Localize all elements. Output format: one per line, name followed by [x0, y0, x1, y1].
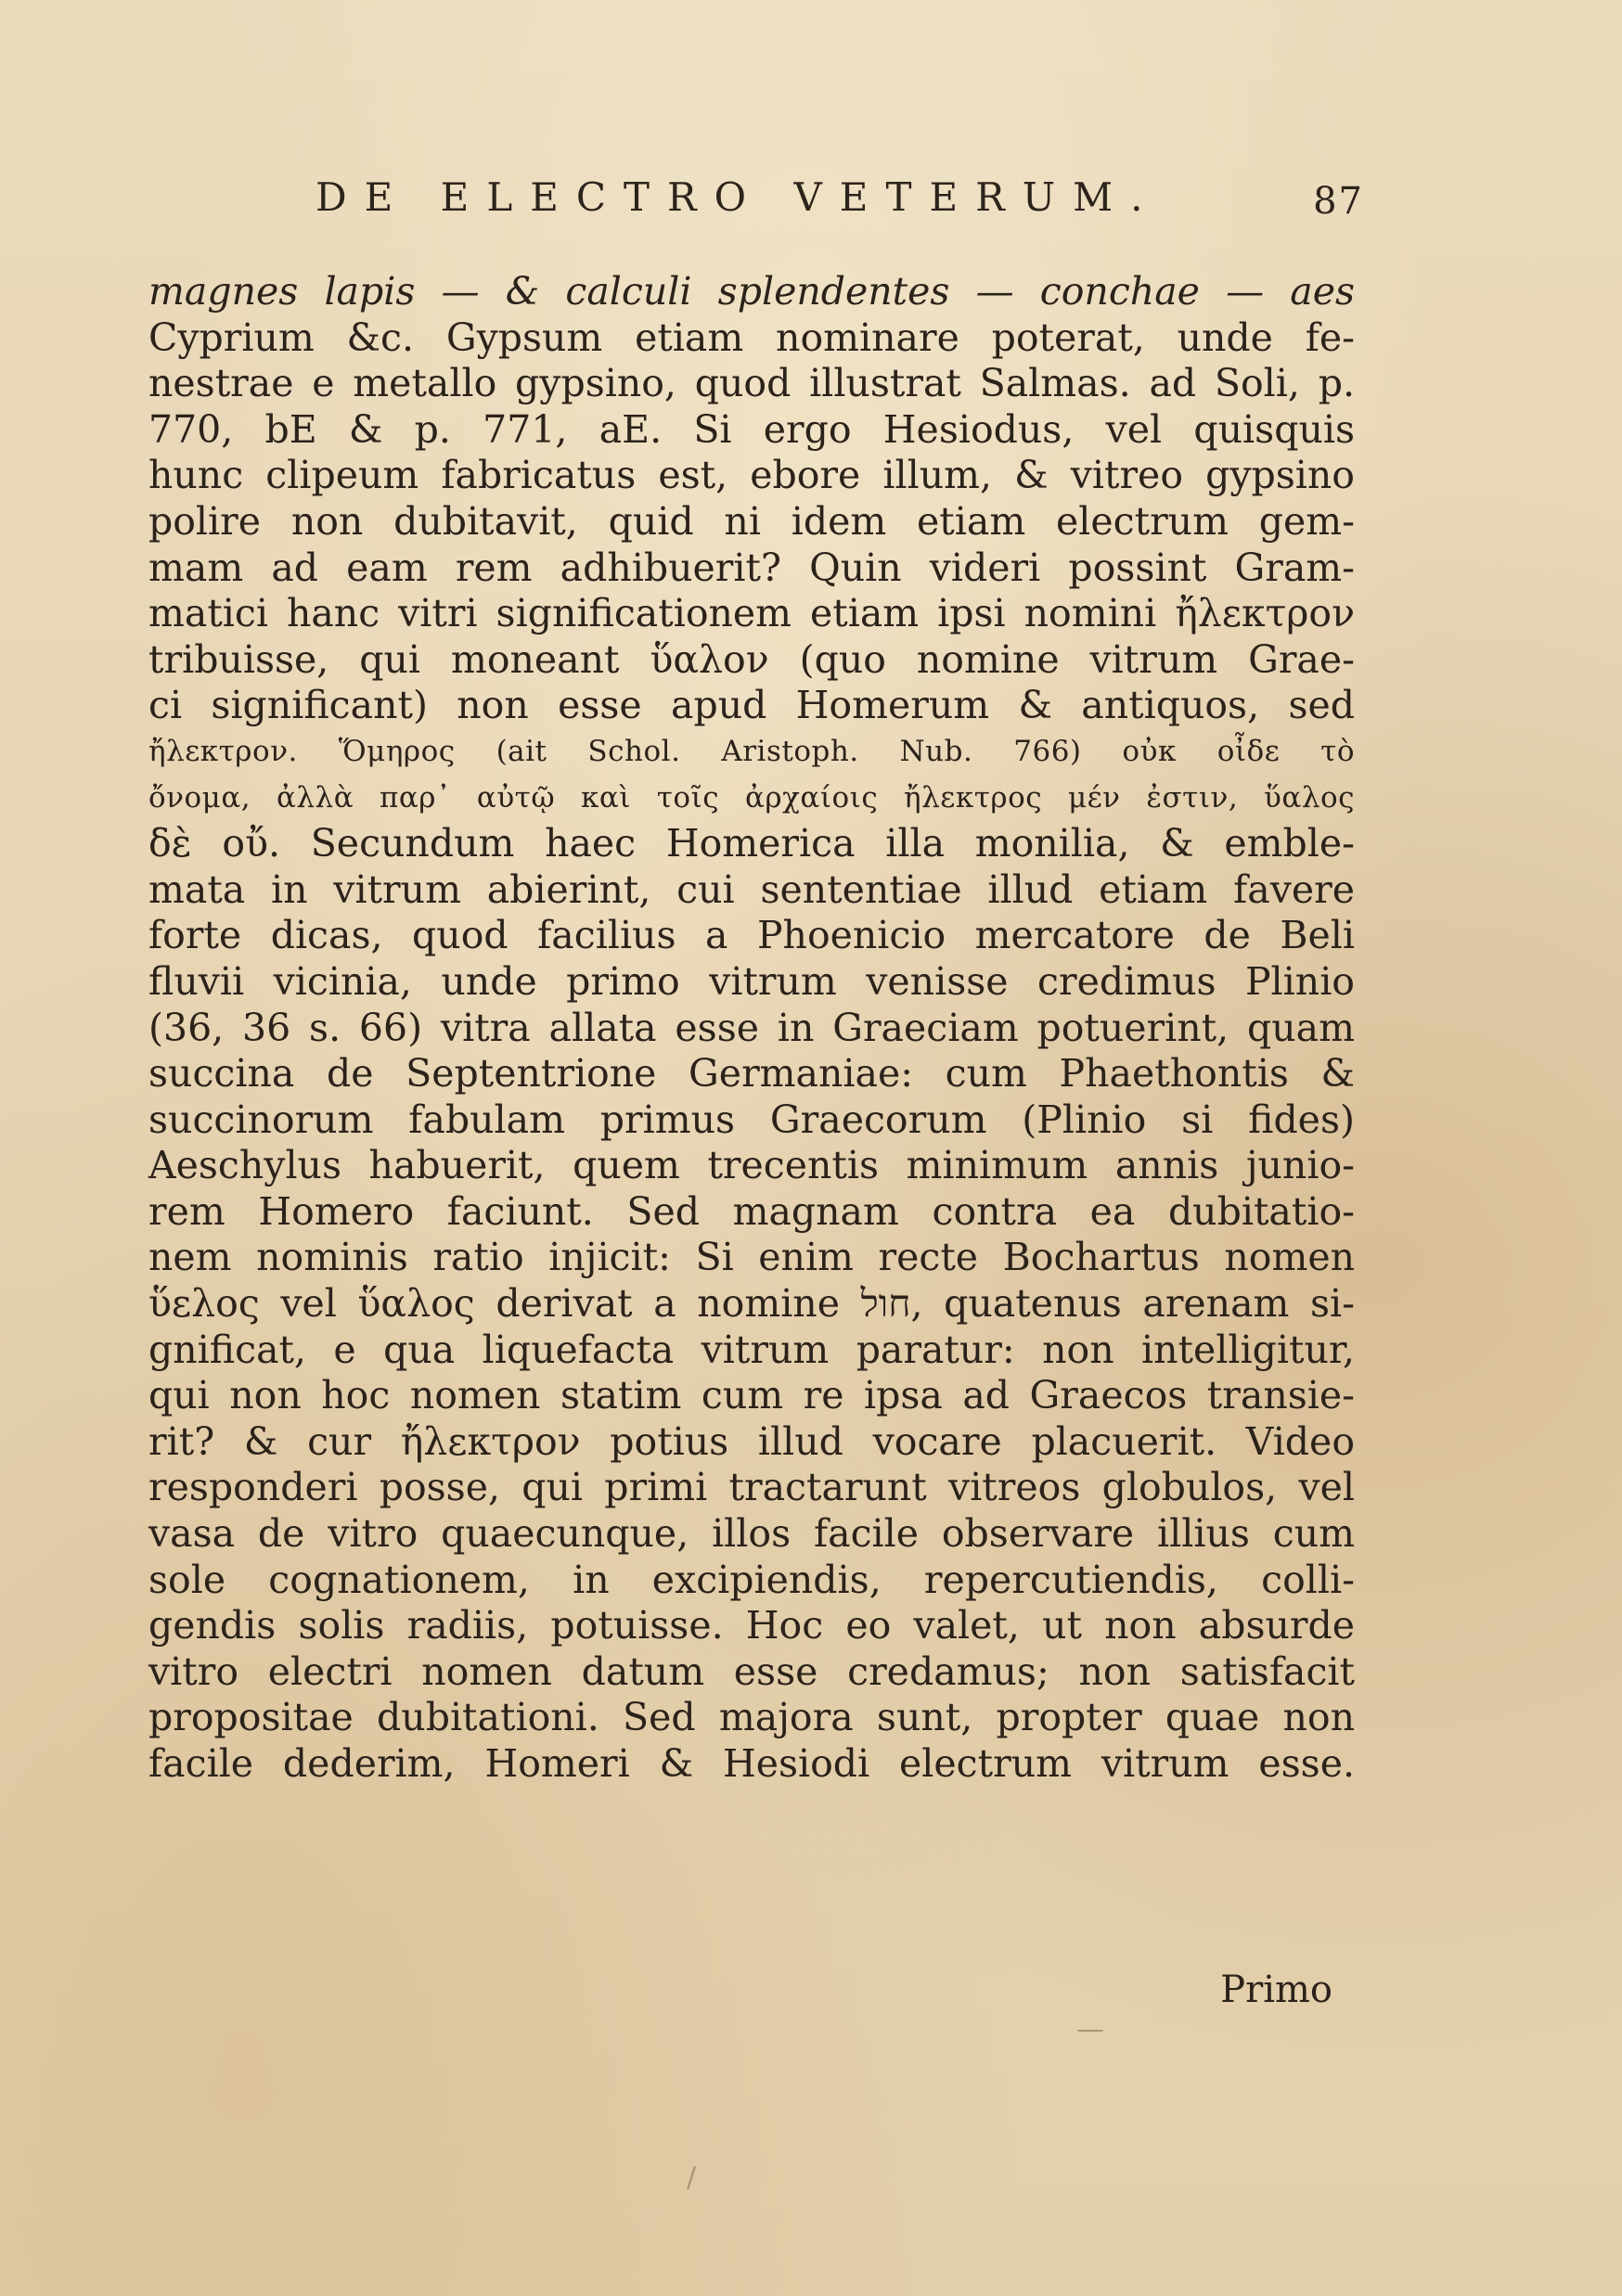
text-line: gendis solis radiis, potuisse. Hoc eo valet, ut non absurde	[148, 1603, 1355, 1648]
running-head: DE ELECTRO VETERUM.	[315, 174, 1161, 220]
text-line: qui non hoc nomen statim cum re ipsa ad Graecos transie-	[148, 1373, 1355, 1418]
text-line: (36, 36 s. 66) vitra allata esse in Graeciam potuerint, quam	[148, 1005, 1355, 1050]
text-line-greek: ἤλεκτρον. Ὅμηρος (ait Schol. Aristoph. Nub. 766) οὐκ οἶδε τὸ	[148, 734, 1355, 768]
text-line: 770, bE & p. 771, aE. Si ergo Hesiodus, vel quisquis	[148, 406, 1355, 452]
page-number: 87	[1313, 180, 1364, 223]
text-line-greek: ὄνομα, ἀλλὰ παρ᾽ αὐτῷ καὶ τοῖς ἀρχαίοις ἤλεκτρος μέν ἐστιν, ὕαλος	[148, 780, 1355, 815]
text-line: responderi posse, qui primi tractarunt vitreos globulos, vel	[148, 1465, 1355, 1510]
text-line: magnes lapis — & calculi splendentes — conchae — aes	[148, 269, 1355, 314]
text-line: mam ad eam rem adhibuerit? Quin videri possint Gram-	[148, 545, 1355, 590]
page-header	[315, 174, 1364, 230]
text-line: vasa de vitro quaecunque, illos facile observare illius cum	[148, 1511, 1355, 1557]
text-line: Cyprium &c. Gypsum etiam nominare poterat, unde fe-	[148, 314, 1355, 360]
body-text	[148, 269, 1355, 1788]
text-line: succina de Septentrione Germaniae: cum Phaethontis &	[148, 1051, 1355, 1097]
text-line: gnificat, e qua liquefacta vitrum paratur: non intelligitur,	[148, 1327, 1355, 1372]
text-line: mata in vitrum abierint, cui sententiae illud etiam favere	[148, 866, 1355, 912]
text-line: hunc clipeum fabricatus est, ebore illum, & vitreo gypsino	[148, 453, 1355, 498]
text-line: tribuisse, qui moneant ὕαλον (quo nomine vitrum Grae-	[148, 636, 1355, 682]
text-line: forte dicas, quod facilius a Phoenicio mercatore de Beli	[148, 913, 1355, 958]
text-line: Aeschylus habuerit, quem trecentis minimum annis junio-	[148, 1143, 1355, 1188]
text-line: facile dederim, Homeri & Hesiodi electrum vitrum esse.	[148, 1741, 1355, 1786]
paper-blemish: —	[1076, 2013, 1104, 2046]
text-line: nestrae e metallo gypsino, quod illustrat Salmas. ad Soli, p.	[148, 361, 1355, 406]
text-line: rem Homero faciunt. Sed magnam contra ea dubitatio-	[148, 1188, 1355, 1234]
text-line: ὕελος vel ὕαλος derivat a nomine חול, quatenus arenam si-	[148, 1281, 1355, 1327]
paper-blemish: /	[687, 2161, 697, 2194]
text-line: succinorum fabulam primus Graecorum (Plinio si fides)	[148, 1097, 1355, 1142]
text-line: vitro electri nomen datum esse credamus; non satisfacit	[148, 1648, 1355, 1694]
text-line: ci significant) non esse apud Homerum & antiquos, sed	[148, 683, 1355, 728]
text-line: polire non dubitavit, quid ni idem etiam electrum gem-	[148, 498, 1355, 544]
text-line: propositae dubitationi. Sed majora sunt, propter quae non	[148, 1695, 1355, 1740]
text-line: δὲ οὔ. Secundum haec Homerica illa monilia, & emble-	[148, 821, 1355, 866]
text-line: nem nominis ratio injicit: Si enim recte Bochartus nomen	[148, 1235, 1355, 1280]
text-line: matici hanc vitri significationem etiam ipsi nomini ἤλεκτρον	[148, 591, 1355, 636]
text-line: sole cognationem, in excipiendis, repercutiendis, colli-	[148, 1557, 1355, 1602]
text-line: rit? & cur ἤλεκτρον potius illud vocare placuerit. Video	[148, 1418, 1355, 1464]
text-line: fluvii vicinia, unde primo vitrum venisse credimus Plinio	[148, 958, 1355, 1004]
catchword: Primo	[1220, 1969, 1332, 2011]
